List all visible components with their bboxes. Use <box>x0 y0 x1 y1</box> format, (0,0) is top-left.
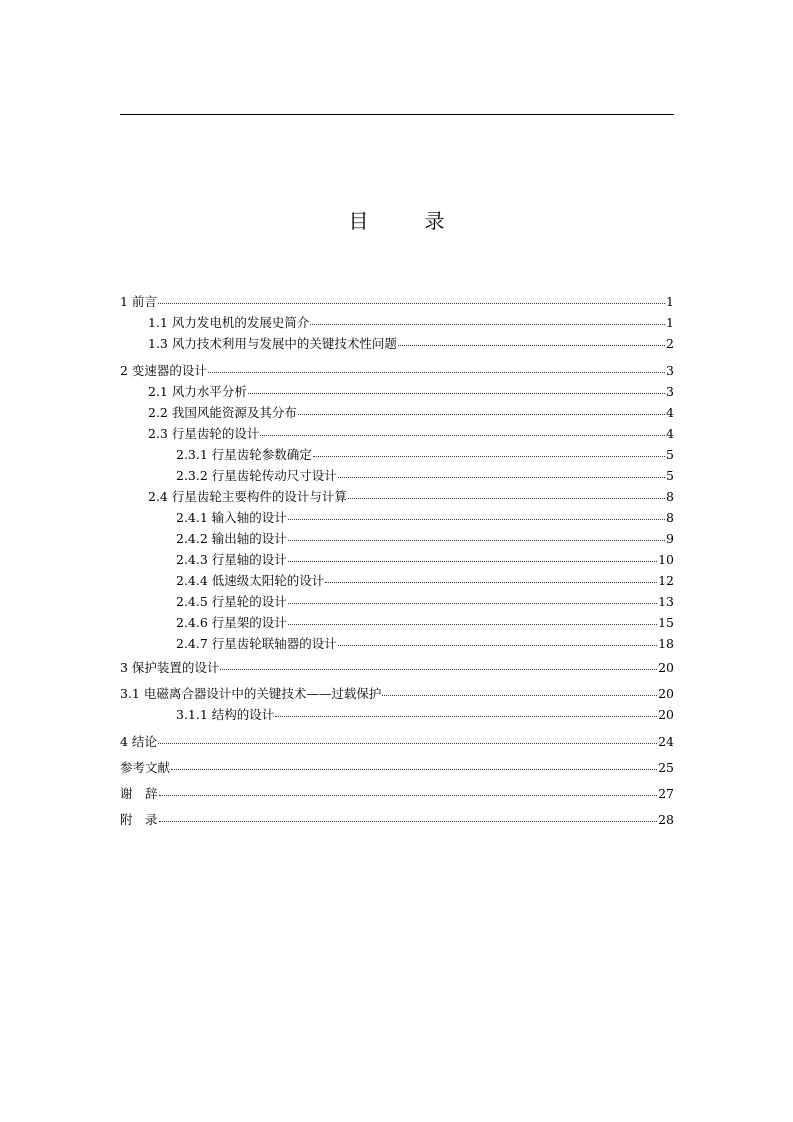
dot-leader <box>288 505 665 520</box>
toc-entry-page-number: 12 <box>658 573 674 588</box>
toc-entry-page-number: 18 <box>658 636 674 651</box>
toc-entry-label: 1.1 风力发电机的发展史简介 <box>148 315 310 330</box>
dot-leader <box>260 421 665 436</box>
dot-leader <box>288 526 665 541</box>
toc-entry[interactable] <box>120 444 674 460</box>
toc-entry-page-number: 3 <box>666 384 674 399</box>
toc-entry[interactable] <box>120 683 674 699</box>
toc-entry-label: 谢 辞 <box>120 786 158 801</box>
toc-entry-page-number: 3 <box>666 363 674 378</box>
toc-entry[interactable] <box>120 731 674 747</box>
dot-leader <box>310 310 665 325</box>
toc-entry-label: 2.4.2 输出轴的设计 <box>176 531 287 546</box>
toc-entry-page-number: 4 <box>666 426 674 441</box>
toc-entry[interactable] <box>120 333 674 349</box>
dot-leader <box>158 289 665 304</box>
toc-entry-label: 2.4 行星齿轮主要构件的设计与计算 <box>148 489 347 504</box>
toc-entry-label: 3.1 电磁离合器设计中的关键技术——过载保护 <box>120 686 382 701</box>
toc-entry-page-number: 1 <box>666 294 674 309</box>
dot-leader <box>220 655 657 670</box>
header-rule <box>120 114 674 115</box>
toc-entry-label: 附 录 <box>120 812 158 827</box>
dot-leader <box>398 331 665 346</box>
toc-entry-page-number: 20 <box>658 686 674 701</box>
dot-leader <box>382 681 657 696</box>
toc-entry-page-number: 20 <box>658 707 674 722</box>
dot-leader <box>171 755 657 770</box>
toc-entry[interactable] <box>120 381 674 397</box>
toc-entry[interactable] <box>120 757 674 773</box>
toc-entry-label: 1.3 风力技术利用与发展中的关键技术性问题 <box>148 336 397 351</box>
dot-leader <box>338 463 665 478</box>
toc-entry-page-number: 5 <box>666 447 674 462</box>
toc-entry-label: 2.3.1 行星齿轮参数确定 <box>176 447 312 462</box>
toc-entry[interactable] <box>120 549 674 565</box>
toc-entry[interactable] <box>120 633 674 649</box>
toc-entry[interactable] <box>120 507 674 523</box>
toc-entry-page-number: 25 <box>658 760 674 775</box>
toc-entry[interactable] <box>120 657 674 673</box>
toc-entry-page-number: 9 <box>666 531 674 546</box>
toc-entry-label: 2.4.5 行星轮的设计 <box>176 594 287 609</box>
toc-entry[interactable] <box>120 783 674 799</box>
toc-entry-page-number: 4 <box>666 405 674 420</box>
toc-entry-page-number: 5 <box>666 468 674 483</box>
toc-entry[interactable] <box>120 612 674 628</box>
toc-entry[interactable] <box>120 809 674 825</box>
toc-entry-label: 2.4.1 输入轴的设计 <box>176 510 287 525</box>
page-title: 目 录 <box>348 209 463 233</box>
toc-entry[interactable] <box>120 423 674 439</box>
dot-leader <box>288 547 657 562</box>
toc-entry[interactable] <box>120 465 674 481</box>
toc-entry[interactable] <box>120 360 674 376</box>
dot-leader <box>313 442 665 457</box>
toc-entry[interactable] <box>120 570 674 586</box>
dot-leader <box>288 589 657 604</box>
dot-leader <box>248 379 665 394</box>
toc-entry-label: 2 变速器的设计 <box>120 363 207 378</box>
toc-entry-label: 2.1 风力水平分析 <box>148 384 247 399</box>
toc-entry-page-number: 2 <box>666 336 674 351</box>
toc-entry-page-number: 24 <box>658 734 674 749</box>
toc-entry-label: 参考文献 <box>120 760 171 775</box>
toc-entry-label: 1 前言 <box>120 294 157 309</box>
toc-entry-label: 3.1.1 结构的设计 <box>176 707 275 722</box>
toc-entry[interactable] <box>120 486 674 502</box>
dot-leader <box>298 400 665 415</box>
toc-entry-label: 2.3 行星齿轮的设计 <box>148 426 260 441</box>
toc-entry-page-number: 20 <box>658 660 674 675</box>
toc-entry-page-number: 27 <box>658 786 674 801</box>
dot-leader <box>208 358 665 373</box>
toc-entry[interactable] <box>120 704 674 720</box>
dot-leader <box>275 702 657 717</box>
dot-leader <box>159 807 658 822</box>
dot-leader <box>338 631 657 646</box>
toc-entry-page-number: 8 <box>666 489 674 504</box>
toc-entry-label: 2.4.6 行星架的设计 <box>176 615 287 630</box>
toc-entry[interactable] <box>120 591 674 607</box>
toc-entry[interactable] <box>120 402 674 418</box>
dot-leader <box>158 729 657 744</box>
toc-entry-label: 2.4.4 低速级太阳轮的设计 <box>176 573 325 588</box>
dot-leader <box>348 484 665 499</box>
toc-entry-label: 2.3.2 行星齿轮传动尺寸设计 <box>176 468 337 483</box>
toc-entry[interactable] <box>120 312 674 328</box>
toc-entry-label: 4 结论 <box>120 734 157 749</box>
toc-entry[interactable] <box>120 528 674 544</box>
dot-leader <box>325 568 657 583</box>
dot-leader <box>288 610 657 625</box>
dot-leader <box>159 781 658 796</box>
toc-entry-label: 2.4.7 行星齿轮联轴器的设计 <box>176 636 337 651</box>
toc-entry-page-number: 28 <box>658 812 674 827</box>
toc-entry-page-number: 8 <box>666 510 674 525</box>
toc-entry-page-number: 13 <box>658 594 674 609</box>
toc-entry-label: 2.2 我国风能资源及其分布 <box>148 405 297 420</box>
toc-entry-label: 2.4.3 行星轴的设计 <box>176 552 287 567</box>
toc-entry-page-number: 1 <box>666 315 674 330</box>
toc-entry[interactable] <box>120 291 674 307</box>
toc-entry-label: 3 保护装置的设计 <box>120 660 220 675</box>
toc-entry-page-number: 15 <box>658 615 674 630</box>
toc-entry-page-number: 10 <box>658 552 674 567</box>
